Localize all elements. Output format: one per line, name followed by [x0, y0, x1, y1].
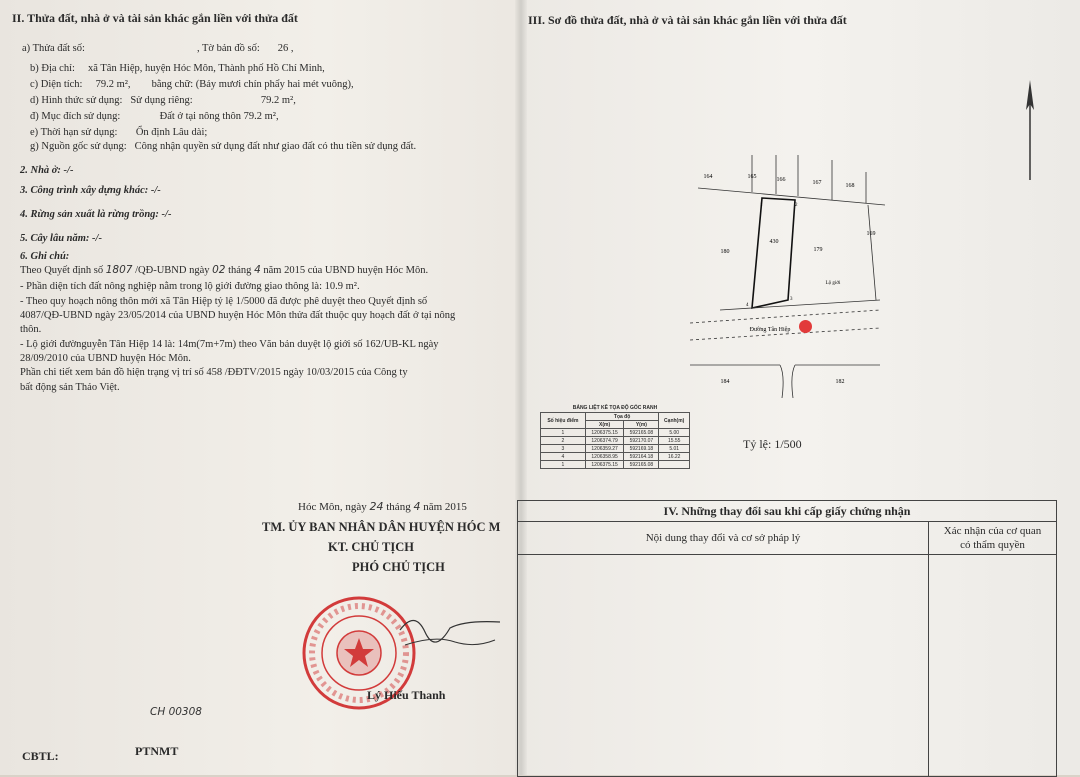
item-forest: 4. Rừng sản xuất là rừng trồng: -/-: [20, 208, 171, 221]
parcel-main-label: 430: [770, 239, 779, 245]
note-3: - Theo quy hoạch nông thôn mới xã Tân Hiệp tỷ lệ 1/5000 đã được phê duyệt theo Quyết định số: [20, 295, 427, 308]
parcel-label: 164: [704, 174, 713, 180]
note-decision: Theo Quyết định số 1807 /QĐ-UBND ngày 02 tháng 4 năm 2015 của UBND huyện Hóc Môn.: [20, 264, 428, 277]
issue-date: Hóc Môn, ngày 24 tháng 4 năm 2015: [298, 500, 467, 514]
usage-purpose-line: đ) Mục đích sử dụng: Đất ở tại nông thôn 79.2 m²,: [30, 110, 279, 123]
usage-form-line: d) Hình thức sử dụng: Sử dụng riêng: 79.2 m²,: [30, 94, 296, 107]
registration-number: CH 00308: [150, 706, 202, 719]
address-line: b) Địa chỉ: xã Tân Hiệp, huyện Hóc Môn, Thành phố Hồ Chí Minh,: [30, 62, 325, 75]
corner-label: 4: [746, 303, 749, 308]
section-2-title: II. Thửa đất, nhà ở và tài sản khác gắn liền với thửa đất: [12, 12, 298, 25]
note-2: - Phần diện tích đất nông nghiệp nằm trong lộ giới đường giao thông là: 10.9 m².: [20, 280, 360, 293]
signature-org: TM. ỦY BAN NHÂN DÂN HUYỆN HÓC M: [262, 520, 500, 535]
parcel-label: 168: [846, 183, 855, 189]
road-boundary-label: Lộ giới: [826, 281, 841, 286]
changes-col2-header: Xác nhận của cơ quan có thẩm quyền: [929, 522, 1056, 555]
parcel-label: 166: [777, 177, 786, 183]
table-row: 1 1206375.15 592165.08 5.00: [541, 429, 690, 437]
changes-title: IV. Những thay đổi sau khi cấp giấy chứng nhận: [518, 501, 1056, 522]
coord-table-title: BẢNG LIỆT KÊ TỌA ĐỘ GÓC RANH: [540, 405, 690, 411]
item-house: 2. Nhà ở: -/-: [20, 164, 73, 177]
item-perennial: 5. Cây lâu năm: -/-: [20, 232, 102, 245]
parcel-left-label: 180: [721, 249, 730, 255]
area-line: c) Diện tích: 79.2 m², bằng chữ: (Bảy mươi chín phẩy hai mét vuông),: [30, 78, 354, 91]
note-8: Phần chi tiết xem bản đồ hiện trạng vị trí số 458 /ĐĐTV/2015 ngày 10/03/2015 của Công ty: [20, 366, 408, 379]
parcel-right-label: 179: [814, 247, 823, 253]
coord-header: Y(m): [624, 421, 659, 429]
parcel-far-right-label: 169: [867, 231, 876, 237]
coordinate-table: [540, 405, 690, 469]
changes-confirm-column: [929, 522, 1056, 776]
parcel-line: a) Thửa đất số: , Tờ bản đồ số: 26 ,: [22, 42, 294, 55]
corner-label: 3: [790, 297, 793, 302]
corner-label: 1: [760, 203, 763, 208]
parcel-diagram: [690, 150, 890, 400]
note-5: thôn.: [20, 323, 41, 336]
coord-header: X(m): [585, 421, 624, 429]
note-6: - Lộ giới đườnguyễn Tân Hiệp 14 là: 14m(7m+7m) theo Văn bản duyệt lộ giới số 162/UB-KL ngày: [20, 338, 439, 351]
changes-content-column: [518, 522, 929, 776]
parcel-bottom-right-label: 182: [836, 379, 845, 385]
note-4: 4087/QĐ-UBND ngày 23/05/2014 của UBND huyện Hóc Môn thửa đất thuộc quy hoạch đất ở tại nông: [20, 309, 455, 322]
signature-scribble-icon: [395, 600, 505, 680]
coord-header: Cạnh(m): [659, 413, 690, 429]
road-label: Đường Tân Hiệp: [750, 327, 791, 333]
corner-label: 2: [795, 203, 798, 208]
signature-role-2: PHÓ CHỦ TỊCH: [352, 560, 445, 575]
ptnmt-label: PTNMT: [135, 745, 178, 758]
parcel-label: 167: [813, 180, 822, 186]
changes-col1-header: Nội dung thay đổi và cơ sở pháp lý: [518, 522, 928, 555]
table-row: 2 1206374.79 592170.07 15.55: [541, 437, 690, 445]
signature-role-1: KT. CHỦ TỊCH: [328, 540, 414, 555]
parcel-label: 165: [748, 174, 757, 180]
location-pin-icon: [799, 320, 812, 333]
scale-label: Tỷ lệ: 1/500: [743, 437, 802, 452]
note-7: 28/09/2010 của UBND huyện Hóc Môn.: [20, 352, 191, 365]
table-row: 1 1206375.15 592165.08: [541, 461, 690, 469]
table-row: 4 1206358.95 592164.18 16.22: [541, 453, 690, 461]
item-notes: 6. Ghi chú:: [20, 250, 69, 263]
north-arrow-icon: [1024, 80, 1036, 180]
cbtl-label: CBTL:: [22, 750, 59, 763]
item-other-works: 3. Công trình xây dựng khác: -/-: [20, 184, 161, 197]
changes-table: [517, 500, 1057, 777]
coord-group-header: Tọa độ: [585, 413, 659, 421]
signer-name: Lý Hiếu Thanh: [367, 688, 445, 703]
usage-term-line: e) Thời hạn sử dụng: Ổn định Lâu dài;: [30, 126, 207, 139]
note-9: bất động sản Thảo Việt.: [20, 381, 120, 394]
coord-header: Số hiệu điểm: [541, 413, 586, 429]
parcel-bottom-left-label: 184: [721, 379, 730, 385]
table-row: 3 1206359.27 592169.18 5.01: [541, 445, 690, 453]
origin-line: g) Nguồn gốc sử dụng: Công nhận quyền sử dụng đất như giao đất có thu tiền sử dụng đất.: [30, 140, 416, 153]
section-3-title: III. Sơ đồ thửa đất, nhà ở và tài sản khác gắn liền với thửa đất: [528, 14, 847, 27]
